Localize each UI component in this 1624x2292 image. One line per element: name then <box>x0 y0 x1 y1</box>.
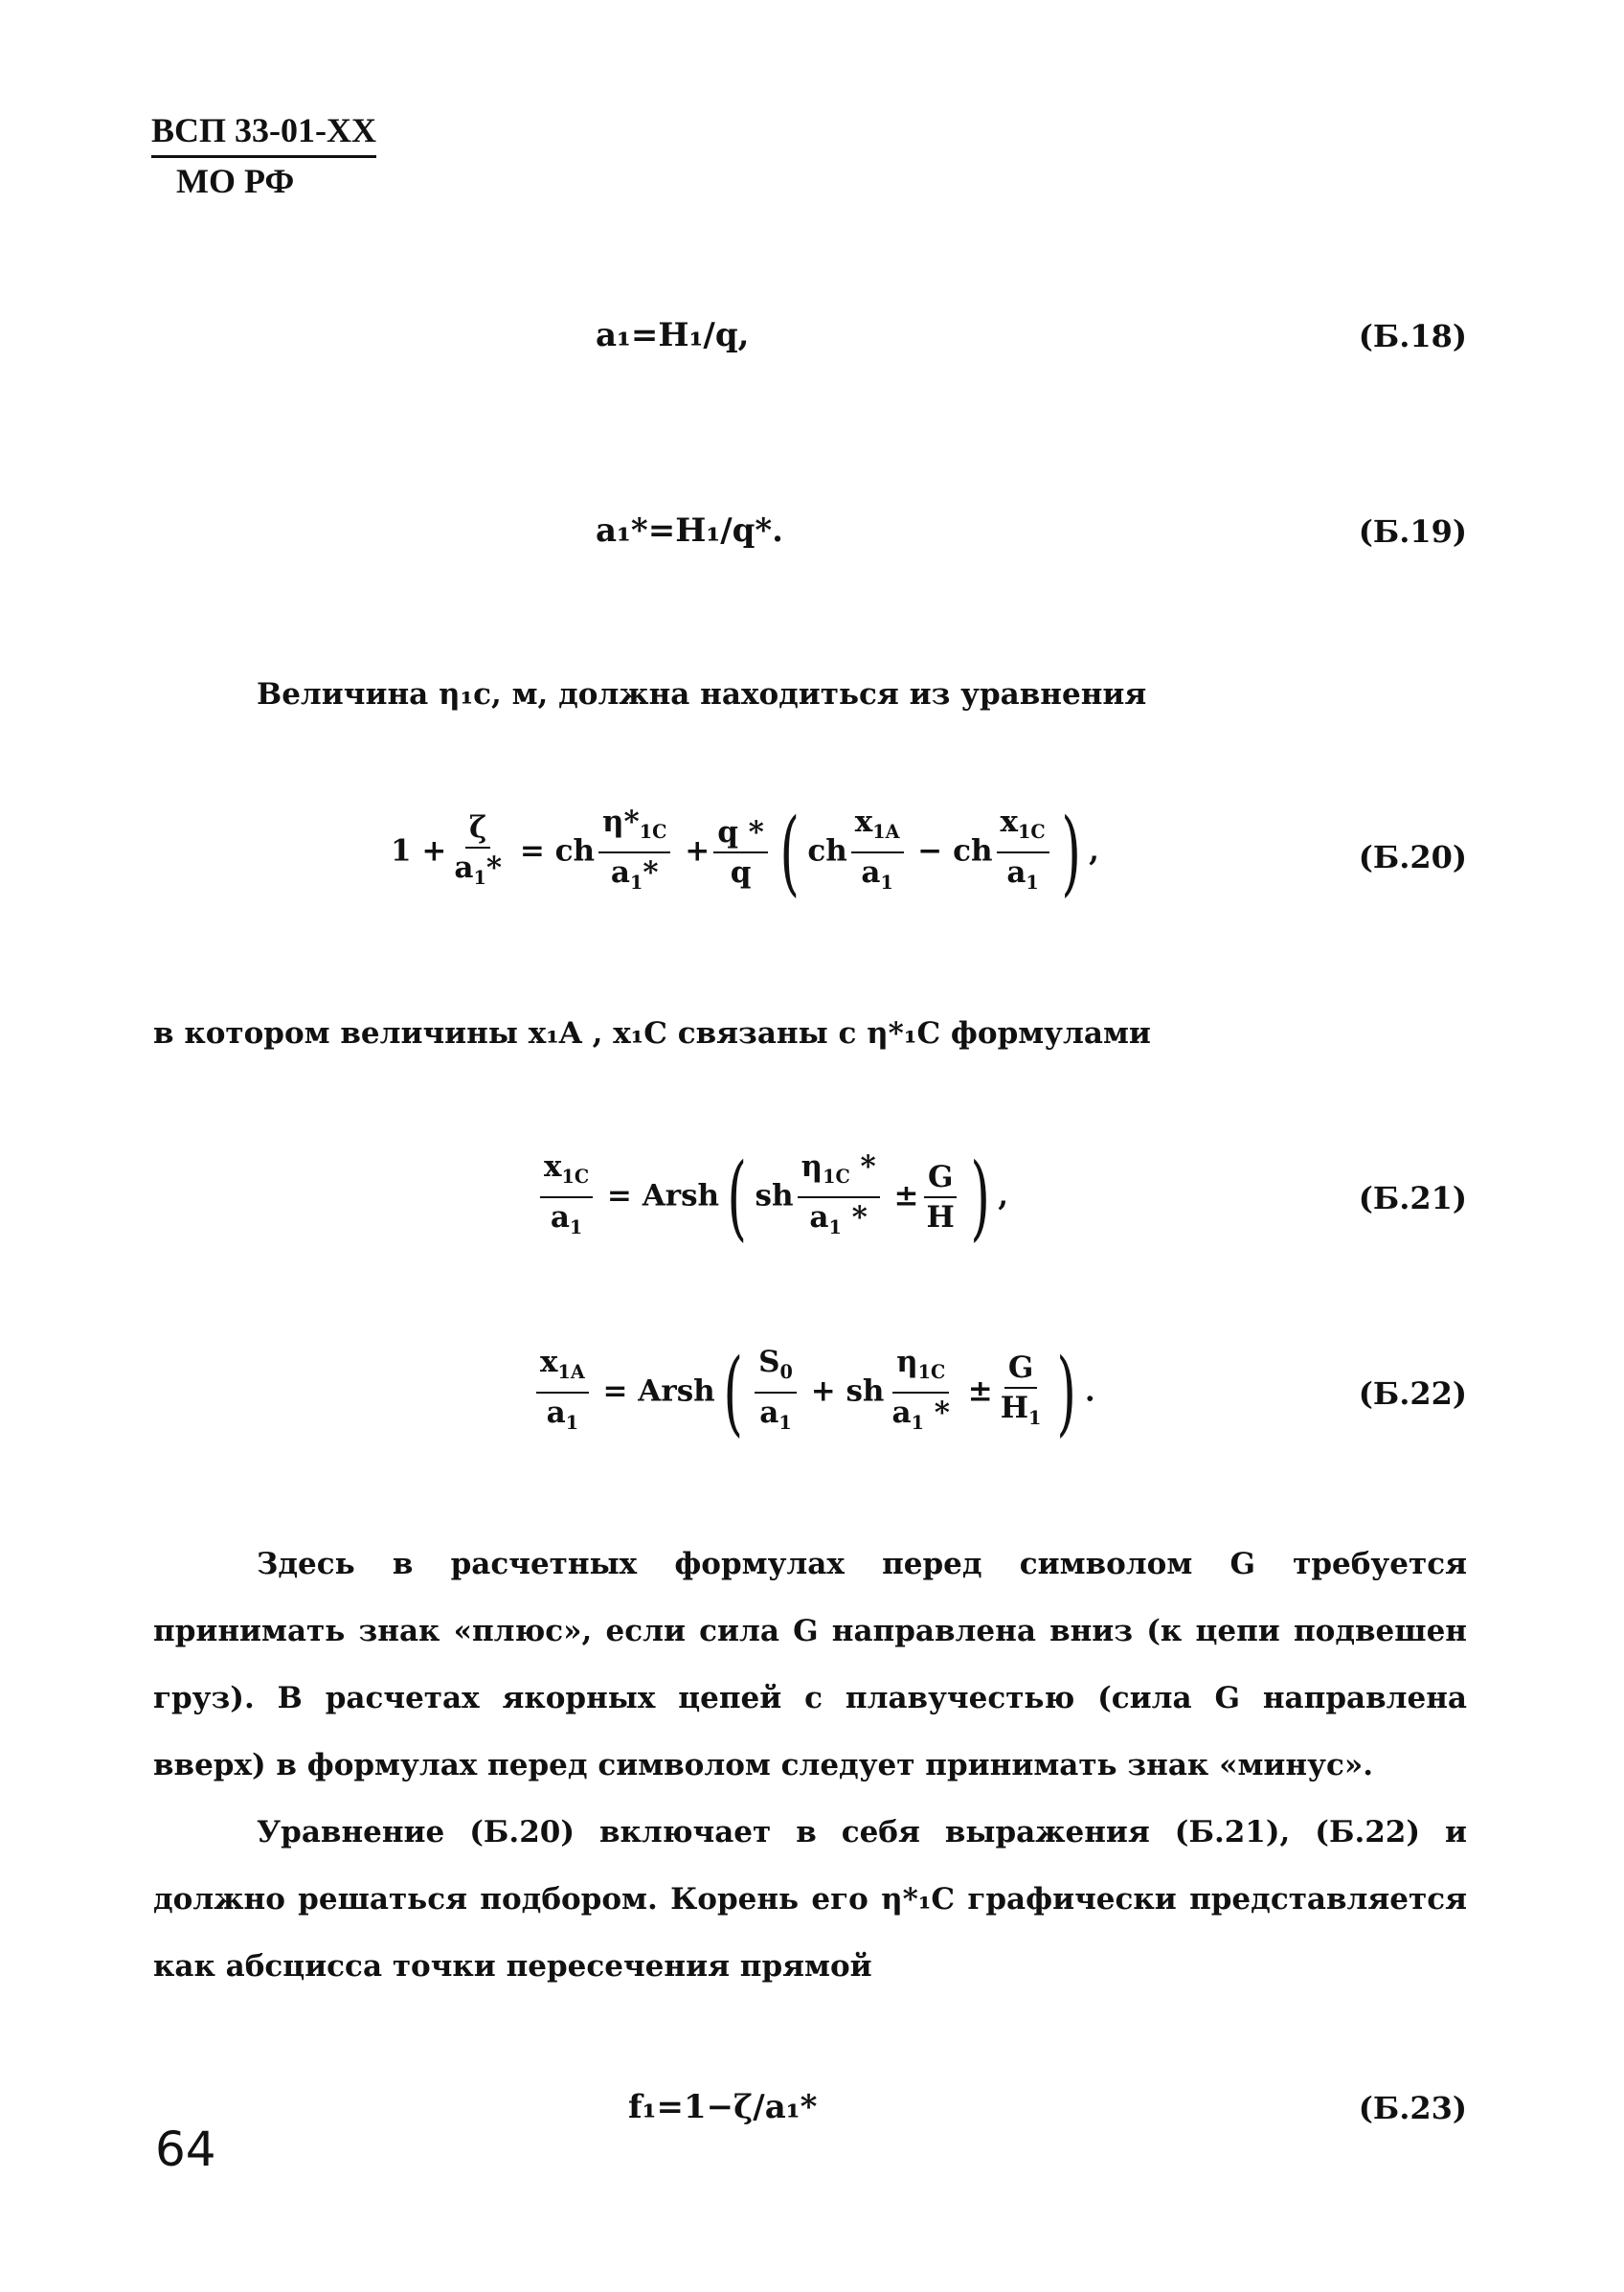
paragraph-sign-rule <box>153 1531 1467 1799</box>
paragraph-intro <box>153 661 1467 728</box>
paragraph-text: Здесь в расчетных формулах перед символом G требуется принимать знак «плюс», если сила G направлена вниз (к цепи подвешен груз). В расчетах якорных цепей с плавучестью (сила G направлена вверх) в формулах перед символом следует принимать знак «минус». <box>153 1547 1467 1782</box>
paragraph-solution <box>153 1799 1467 2000</box>
paragraph-text: Величина η₁c, м, должна находиться из уравнения <box>257 677 1147 712</box>
paragraph-text: в котором величины x₁A , x₁C связаны с η*₁C формулами <box>153 1016 1151 1051</box>
header-code: ВСП 33-01-ХХ <box>151 107 376 158</box>
paragraph-variables <box>153 1000 1467 1067</box>
equation-b23: f₁=1−ζ/a₁* <box>628 2088 818 2126</box>
page-number: 64 <box>155 2122 216 2177</box>
equation-b19: a₁*=H₁/q*. <box>596 511 784 550</box>
equation-number-b22: (Б.22) <box>1358 1375 1467 1412</box>
document-header <box>151 107 376 204</box>
equation-number-b20: (Б.20) <box>1358 839 1467 875</box>
equation-number-b21: (Б.21) <box>1358 1180 1467 1216</box>
header-org: МО РФ <box>176 162 295 200</box>
equation-b18: a₁=H₁/q, <box>596 316 750 354</box>
paragraph-text: Уравнение (Б.20) включает в себя выражения (Б.21), (Б.22) и должно решаться подбором. Корень его η*₁C графически представляется как абсцисса точки пересечения прямой <box>153 1815 1467 1984</box>
equation-number-b23: (Б.23) <box>1358 2090 1467 2126</box>
equation-number-b18: (Б.18) <box>1358 318 1467 354</box>
equation-number-b19: (Б.19) <box>1358 513 1467 550</box>
equation-b20: 1 + $\frac{\zeta}{a_1*}$ = ch $\frac{\eta*_{1C}}{a_1*}$ + $\frac{q *}{q}$ ( ch $\frac{x_{1A}}{a_1}$ − ch $\frac{x_{1C}}{a_1}$ ) , <box>391 799 1099 907</box>
equation-b22: $\frac{x_{1A}}{a_1}$ = Arsh( $\frac{S_0}{a_1}$ + sh $\frac{\eta_{1C}}{a_1 *}$ ± $\frac{G}{H_1}$ ) . <box>532 1343 1095 1442</box>
equation-b21: $\frac{x_{1C}}{a_1}$ = Arsh( sh $\frac{\eta_{1C} *}{a_1 *}$ ± $\frac{G}{H}$ ) , <box>536 1147 1008 1247</box>
